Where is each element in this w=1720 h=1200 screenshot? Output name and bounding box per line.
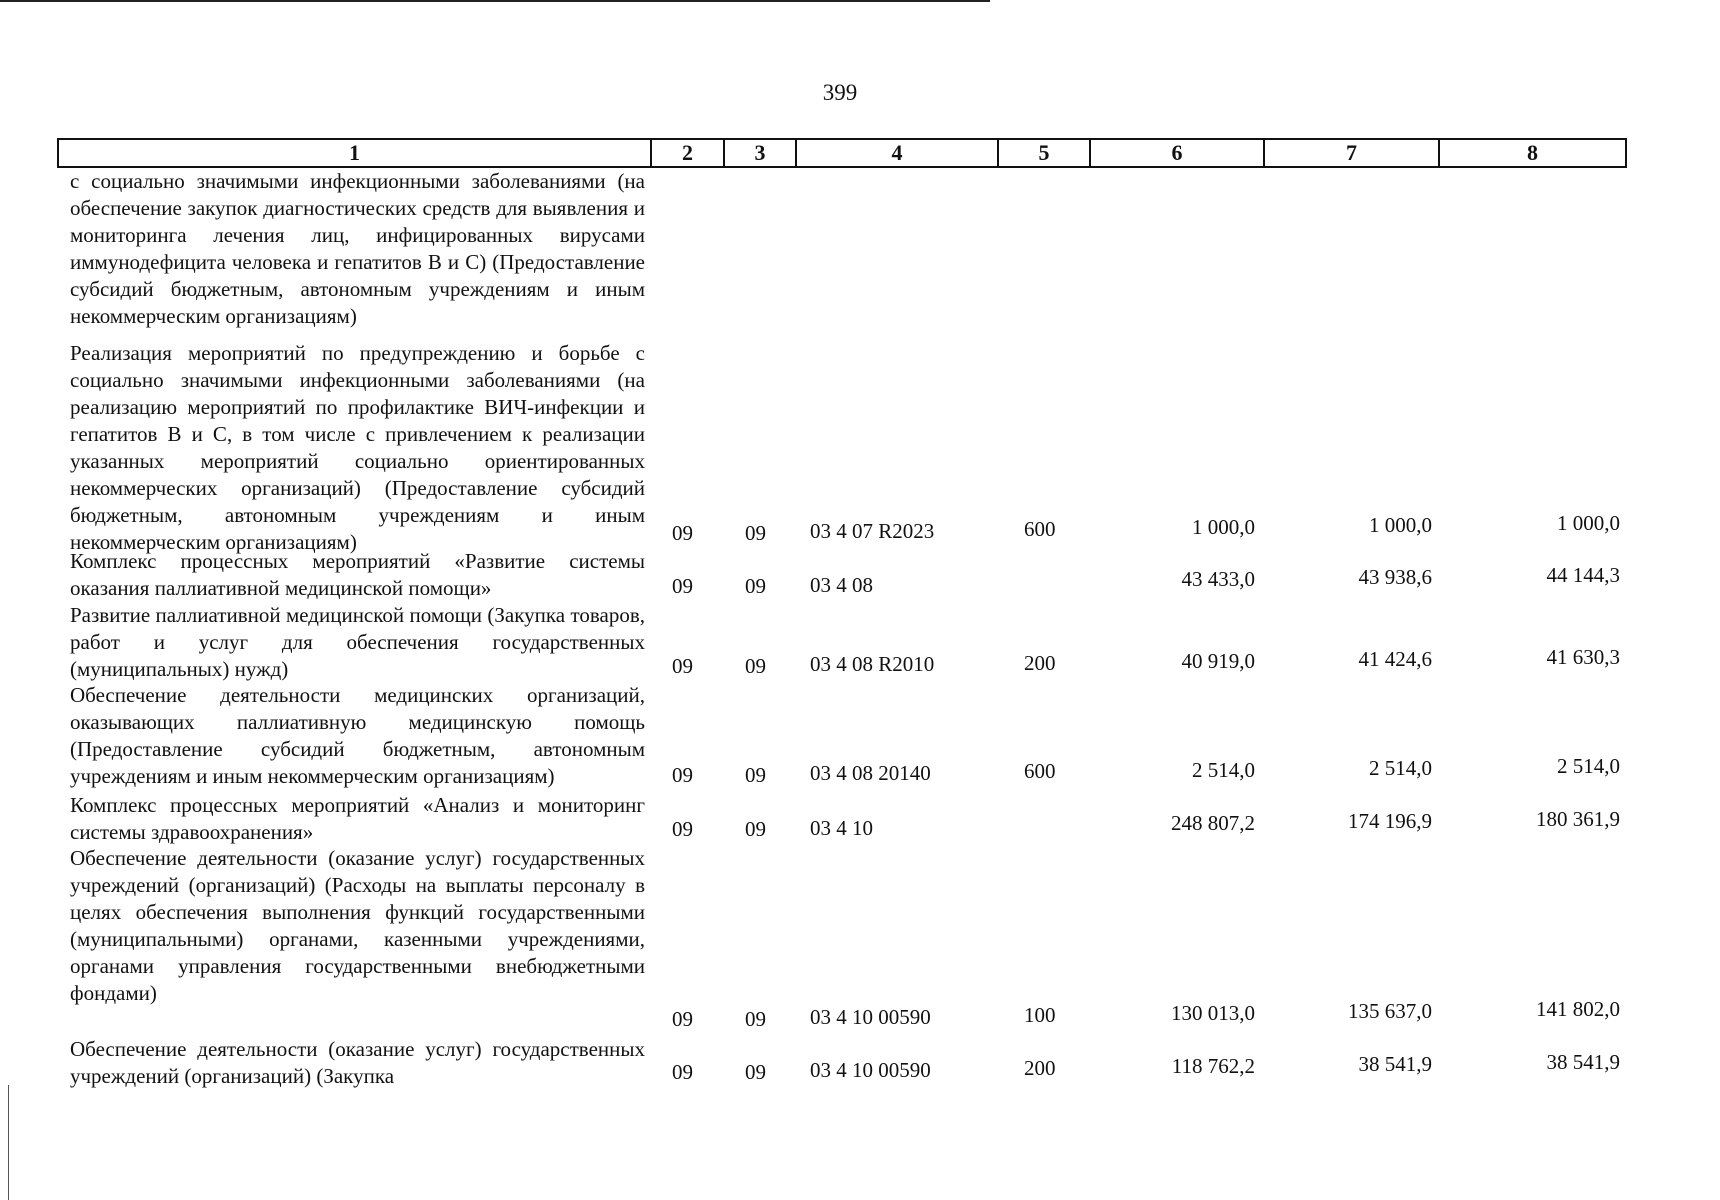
amount-col-6: 130 013,0 (1171, 1001, 1255, 1025)
expense-type-code: 600 (1024, 759, 1056, 783)
subsection-code: 09 (745, 817, 766, 841)
amount-col-6: 40 919,0 (1181, 649, 1255, 673)
amount-col-7: 38 541,9 (1358, 1052, 1432, 1076)
section-code: 09 (672, 654, 693, 678)
amount-col-8: 44 144,3 (1546, 563, 1620, 587)
amount-col-6: 1 000,0 (1192, 515, 1255, 539)
target-article-code: 03 4 08 R2010 (810, 652, 935, 676)
row-description: Развитие паллиативной медицинской помощи (Закупка товаров, работ и услуг для обеспечения государственных (муниципальных) нужд) (70, 603, 645, 681)
target-article-code: 03 4 08 20140 (810, 761, 931, 785)
header-col-7: 7 (1264, 139, 1439, 167)
header-col-6: 6 (1090, 139, 1264, 167)
amount-col-7: 174 196,9 (1348, 809, 1432, 833)
header-col-5: 5 (998, 139, 1090, 167)
expense-type-code: 100 (1024, 1003, 1056, 1027)
amount-col-6: 248 807,2 (1171, 811, 1255, 835)
target-article-code: 03 4 10 00590 (810, 1058, 931, 1082)
header-col-1: 1 (58, 139, 651, 167)
row-description: Реализация мероприятий по предупреждению и борьбе с социально значимыми инфекционными заболеваниями (на реализацию мероприятий по профилактике ВИЧ-инфекции и гепатитов В и С, в том числе с привлечением к реализации указанных мероприятий социально ориентированных некоммерческих организаций) (Предоставление субсидий бюджетным, автономным учреждениям и иным некоммерческим организациям) (70, 341, 645, 554)
amount-col-7: 41 424,6 (1358, 647, 1432, 671)
section-code: 09 (672, 521, 693, 545)
amount-col-8: 38 541,9 (1546, 1050, 1620, 1074)
header-col-2: 2 (651, 139, 724, 167)
amount-col-7: 135 637,0 (1348, 999, 1432, 1023)
subsection-code: 09 (745, 654, 766, 678)
amount-col-8: 41 630,3 (1546, 645, 1620, 669)
row-description: Обеспечение деятельности (оказание услуг) государственных учреждений (организаций) (Закупка (70, 1037, 645, 1088)
expense-type-code: 600 (1024, 517, 1056, 541)
header-col-3: 3 (724, 139, 796, 167)
amount-col-6: 118 762,2 (1171, 1054, 1255, 1078)
subsection-code: 09 (745, 763, 766, 787)
header-col-8: 8 (1439, 139, 1626, 167)
subsection-code: 09 (745, 574, 766, 598)
header-col-4: 4 (796, 139, 998, 167)
row-description: Обеспечение деятельности (оказание услуг) государственных учреждений (организаций) (Расходы на выплаты персоналу в целях обеспечения выполнения функций государственными (муниципальными) органами, казенными учреждениями, органами управления государственными внебюджетными фондами) (70, 846, 645, 1005)
amount-col-7: 2 514,0 (1369, 756, 1432, 780)
target-article-code: 03 4 10 00590 (810, 1005, 931, 1029)
subsection-code: 09 (745, 1060, 766, 1084)
subsection-code: 09 (745, 521, 766, 545)
row-description: с социально значимыми инфекционными заболеваниями (на обеспечение закупок диагностических средств для выявления и мониторинга лечения лиц, инфицированных вирусами иммунодефицита человека и гепатитов В и С) (Предоставление субсидий бюджетным, автономным учреждениям и иным некоммерческим организациям) (70, 169, 645, 328)
row-description: Комплекс процессных мероприятий «Развитие системы оказания паллиативной медицинской помощи» (70, 549, 645, 600)
section-code: 09 (672, 1007, 693, 1031)
subsection-code: 09 (745, 1007, 766, 1031)
target-article-code: 03 4 07 R2023 (810, 519, 935, 543)
amount-col-7: 43 938,6 (1358, 565, 1432, 589)
section-code: 09 (672, 574, 693, 598)
column-header-table (57, 138, 1627, 168)
amount-col-8: 180 361,9 (1536, 807, 1620, 831)
section-code: 09 (672, 763, 693, 787)
scan-side-line (8, 1085, 9, 1200)
amount-col-6: 43 433,0 (1181, 567, 1255, 591)
expense-type-code: 200 (1024, 1056, 1056, 1080)
expense-type-code: 200 (1024, 651, 1056, 675)
page-number: 399 (822, 80, 858, 105)
scan-edge-line (0, 0, 990, 2)
amount-col-7: 1 000,0 (1369, 513, 1432, 537)
row-description: Комплекс процессных мероприятий «Анализ и мониторинг системы здравоохранения» (70, 793, 645, 844)
section-code: 09 (672, 1060, 693, 1084)
amount-col-8: 2 514,0 (1557, 754, 1620, 778)
amount-col-6: 2 514,0 (1192, 758, 1255, 782)
target-article-code: 03 4 08 (810, 573, 873, 597)
amount-col-8: 1 000,0 (1557, 511, 1620, 535)
amount-col-8: 141 802,0 (1536, 997, 1620, 1021)
target-article-code: 03 4 10 (810, 816, 873, 840)
section-code: 09 (672, 817, 693, 841)
row-description: Обеспечение деятельности медицинских организаций, оказывающих паллиативную медицинскую помощь (Предоставление субсидий бюджетным, автономным учреждениям и иным некоммерческим организациям) (70, 683, 645, 788)
